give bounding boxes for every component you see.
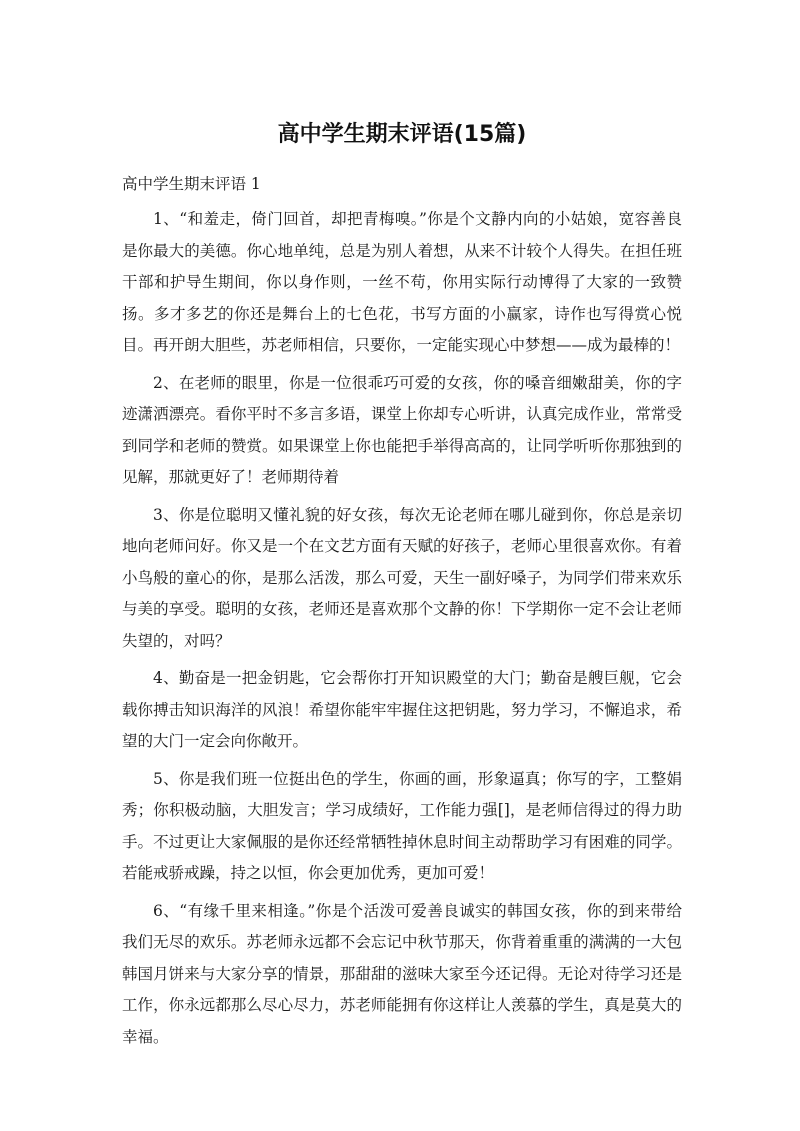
paragraph-2: 2、在老师的眼里，你是一位很乖巧可爱的女孩，你的嗓音细嫩甜美，你的字迹潇洒漂亮。看你平时不多言多语，课堂上你却专心听讲，认真完成作业，常常受到同学和老师的赞赏。如果课堂上你也能把手举得高高的，让同学听听你那独到的见解，那就更好了！老师期待着	[122, 373, 682, 486]
section-heading: 高中学生期末评语 1	[122, 175, 261, 193]
paragraph-6: 6、“有缘千里来相逢。”你是个活泼可爱善良诚实的韩国女孩，你的到来带给我们无尽的欢乐。苏老师永远都不会忘记中秋节那天，你背着重重的满满的一大包韩国月饼来与大家分享的情景，那甜甜的滋味大家至今还记得。无论对待学习还是工作，你永远都那么尽心尽力，苏老师能拥有你这样让人羡慕的学生，真是莫大的幸福。	[122, 901, 682, 1046]
paragraph-4: 4、勤奋是一把金钥匙，它会帮你打开知识殿堂的大门；勤奋是艘巨舰，它会载你搏击知识海洋的风浪！希望你能牢牢握住这把钥匙，努力学习，不懈追求，希望的大门一定会向你敞开。	[122, 669, 682, 750]
paragraph-5: 5、你是我们班一位挺出色的学生，你画的画，形象逼真；你写的字，工整娟秀；你积极动脑，大胆发言；学习成绩好，工作能力强[]，是老师信得过的得力助手。不过更让大家佩服的是你还经常牺牲掉休息时间主动帮助学习有困难的同学。若能戒骄戒躁，持之以恒，你会更加优秀，更加可爱！	[122, 769, 682, 882]
paragraph-3: 3、你是位聪明又懂礼貌的好女孩，每次无论老师在哪儿碰到你，你总是亲切地向老师问好。你又是一个在文艺方面有天赋的好孩子，老师心里很喜欢你。有着小鸟般的童心的你，是那么活泼，那么可爱，天生一副好嗓子，为同学们带来欢乐与美的享受。聪明的女孩，老师还是喜欢那个文静的你！下学期你一定不会让老师失望的，对吗？	[122, 505, 682, 650]
document-title: 高中学生期末评语(15篇)	[277, 122, 527, 147]
paragraph-1: 1、“和羞走，倚门回首，却把青梅嗅。”你是个文静内向的小姑娘，宽容善良是你最大的美德。你心地单纯，总是为别人着想，从来不计较个人得失。在担任班干部和护导生期间，你以身作则，一丝不苟，你用实际行动博得了大家的一致赞扬。多才多艺的你还是舞台上的七色花，书写方面的小赢家，诗作也写得赏心悦目。再开朗大胆些，苏老师相信，只要你，一定能实现心中梦想——成为最棒的！	[122, 210, 682, 354]
